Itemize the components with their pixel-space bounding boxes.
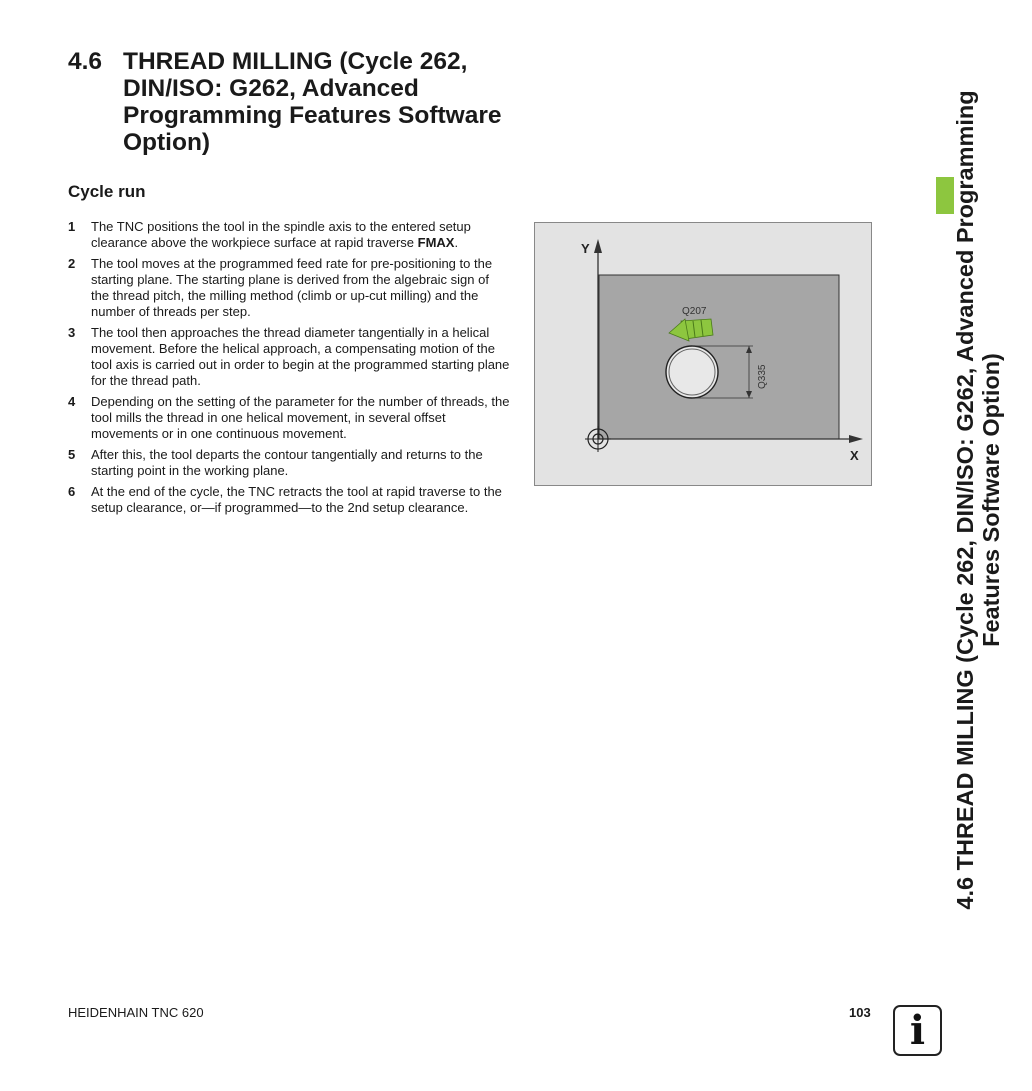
cycle-run-heading: Cycle run bbox=[68, 182, 146, 201]
step-number: 2 bbox=[68, 256, 76, 271]
q335-label: Q335 bbox=[757, 364, 768, 389]
diagram-canvas bbox=[535, 223, 873, 487]
step-number: 5 bbox=[68, 447, 76, 462]
section-number: 4.6 bbox=[68, 48, 103, 75]
side-running-title: 4.6 THREAD MILLING (Cycle 262, DIN/ISO: G262, Advanced Programming Features Software Option) bbox=[952, 90, 1004, 910]
x-axis-arrow bbox=[849, 435, 863, 443]
step-item bbox=[68, 394, 510, 442]
step-item bbox=[68, 219, 510, 251]
workpiece-rect bbox=[599, 275, 839, 439]
thread-milling-diagram bbox=[534, 222, 872, 486]
footer-manual-name: HEIDENHAIN TNC 620 bbox=[68, 1005, 204, 1020]
step-text: The tool then approaches the thread diameter tangentially in a helical movement. Before the helical approach, a compensating motion of the tool axis is carried out in order to begin at the programmed starting plane for the thread path. bbox=[91, 325, 510, 388]
step-text: Depending on the setting of the parameter for the number of threads, the tool mills the thread in one helical movement, in several offset movements or in one continuous movement. bbox=[91, 394, 510, 441]
section-heading bbox=[68, 48, 538, 156]
x-axis-label: X bbox=[850, 448, 859, 463]
y-axis-arrow bbox=[594, 239, 602, 253]
step-item bbox=[68, 256, 510, 320]
section-title: THREAD MILLING (Cycle 262, DIN/ISO: G262, Advanced Programming Features Software Option) bbox=[123, 48, 502, 156]
step-item bbox=[68, 325, 510, 389]
step-item bbox=[68, 484, 510, 516]
step-number: 1 bbox=[68, 219, 76, 234]
fmax-keyword: FMAX bbox=[417, 235, 455, 250]
footer-page-number: 103 bbox=[849, 1005, 871, 1020]
info-icon: i bbox=[893, 1005, 942, 1056]
thread-circle bbox=[666, 346, 718, 398]
step-text: The TNC positions the tool in the spindle axis to the entered setup clearance above the workpiece surface at rapid traverse FMAX. bbox=[91, 219, 471, 250]
step-item bbox=[68, 447, 510, 479]
step-number: 4 bbox=[68, 394, 76, 409]
step-text: At the end of the cycle, the TNC retracts the tool at rapid traverse to the setup clearance, or—if programmed—to the 2nd setup clearance. bbox=[91, 484, 502, 515]
cycle-steps-list bbox=[68, 219, 510, 521]
step-text: The tool moves at the programmed feed rate for pre-positioning to the starting plane. The starting plane is derived from the algebraic sign of the thread pitch, the milling method (climb or up-cut milling) and the number of threads per step. bbox=[91, 256, 493, 319]
step-text: After this, the tool departs the contour tangentially and returns to the starting point in the working plane. bbox=[91, 447, 483, 478]
y-axis-label: Y bbox=[581, 241, 590, 256]
step-number: 6 bbox=[68, 484, 76, 499]
step-number: 3 bbox=[68, 325, 76, 340]
q207-label: Q207 bbox=[682, 306, 707, 317]
